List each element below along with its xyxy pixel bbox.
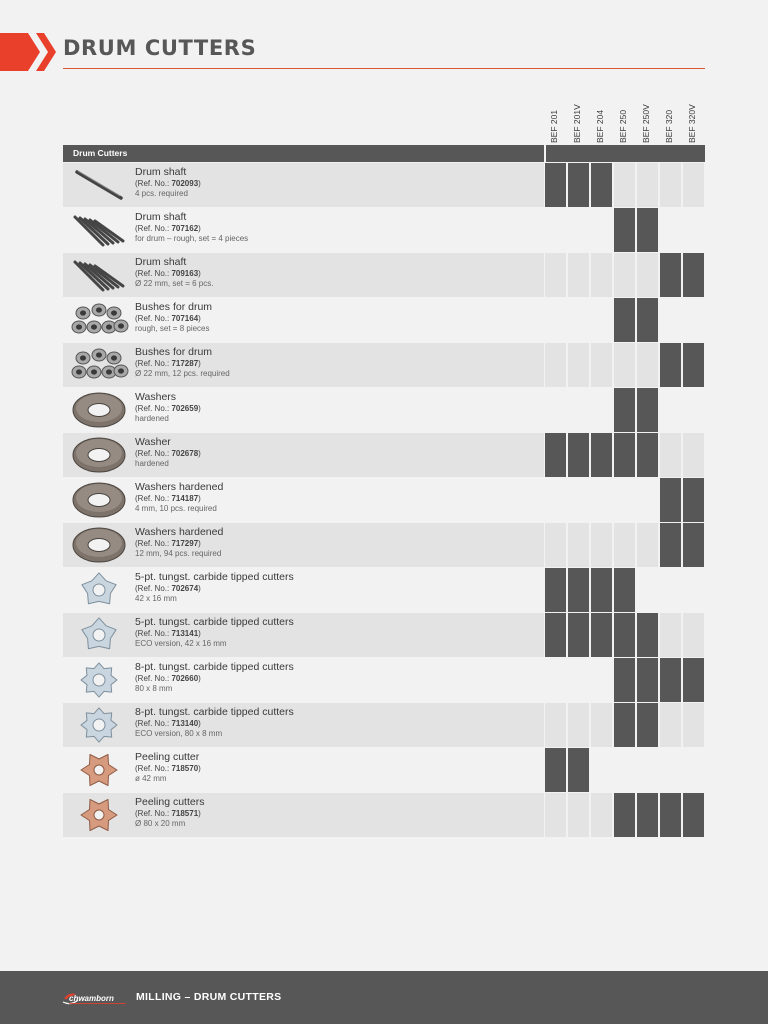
compat-cell-bef-201v [568, 748, 589, 792]
ref-number: 718570 [171, 763, 199, 773]
product-ref [135, 315, 212, 323]
compat-cell-bef-250v [637, 163, 658, 207]
product-note: 80 x 8 mm [135, 683, 173, 693]
ref-number: 702659 [171, 403, 199, 413]
compat-cell-bef-250 [614, 523, 635, 567]
product-ref [135, 495, 223, 503]
product-note: for drum – rough, set = 4 pieces [135, 233, 249, 243]
product-ref [135, 630, 294, 638]
compatibility-cells [545, 208, 705, 252]
column-header-bef-250 [614, 95, 636, 143]
product-note: 12 mm, 94 pcs. required [135, 548, 222, 558]
ref-suffix: ) [198, 628, 201, 638]
ref-number: 717287 [171, 358, 199, 368]
table-row [63, 793, 705, 837]
bushes-icon [69, 344, 129, 386]
ref-number: 718571 [171, 808, 199, 818]
compatibility-cells [545, 658, 705, 702]
compat-cell-bef-201 [545, 163, 566, 207]
ref-label: (Ref. No.: [135, 268, 172, 278]
product-note: hardened [135, 458, 169, 468]
ref-label: (Ref. No.: [135, 538, 172, 548]
compat-cell-bef-201v [568, 478, 589, 522]
compat-cell-bef-204 [591, 658, 612, 702]
ref-label: (Ref. No.: [135, 178, 172, 188]
ref-suffix: ) [198, 763, 201, 773]
washer-icon [69, 524, 129, 566]
product-name: Washers hardened [135, 526, 224, 538]
ref-suffix: ) [198, 493, 201, 503]
ref-suffix: ) [198, 358, 201, 368]
shaft-set-icon [69, 254, 129, 296]
product-note: Ø 22 mm, set = 6 pcs. [135, 278, 214, 288]
product-note: ø 42 mm [135, 773, 167, 783]
ref-suffix: ) [198, 808, 201, 818]
compat-cell-bef-201v [568, 253, 589, 297]
compat-cell-bef-320v [683, 478, 704, 522]
product-info [63, 523, 544, 567]
compat-cell-bef-320v [683, 568, 704, 612]
ref-number: 702093 [171, 178, 199, 188]
ref-suffix: ) [198, 673, 201, 683]
compatibility-cells [545, 163, 705, 207]
compat-cell-bef-201 [545, 253, 566, 297]
compat-cell-bef-250v [637, 253, 658, 297]
table-row [63, 343, 705, 387]
product-note: ECO version, 80 x 8 mm [135, 728, 223, 738]
compat-cell-bef-250 [614, 703, 635, 747]
compat-cell-bef-320 [660, 163, 681, 207]
washer-icon [69, 389, 129, 431]
product-name: Drum shaft [135, 211, 187, 223]
column-header-label: BEF 201V [572, 104, 582, 143]
ref-suffix: ) [198, 223, 201, 233]
compat-cell-bef-250v [637, 568, 658, 612]
ref-number: 709163 [171, 268, 199, 278]
product-ref [135, 405, 201, 413]
compat-cell-bef-320v [683, 658, 704, 702]
table-row [63, 253, 705, 297]
ref-label: (Ref. No.: [135, 673, 172, 683]
compat-cell-bef-204 [591, 163, 612, 207]
compat-cell-bef-201v [568, 163, 589, 207]
compat-cell-bef-201 [545, 613, 566, 657]
compat-cell-bef-201v [568, 208, 589, 252]
ref-suffix: ) [198, 313, 201, 323]
compat-cell-bef-204 [591, 793, 612, 837]
star-cutter-5-icon [69, 614, 129, 656]
compat-cell-bef-320v [683, 748, 704, 792]
table-row [63, 568, 705, 612]
compat-cell-bef-204 [591, 298, 612, 342]
compatibility-cells [545, 253, 705, 297]
compat-cell-bef-250v [637, 388, 658, 432]
compat-cell-bef-320 [660, 748, 681, 792]
product-name: 5-pt. tungst. carbide tipped cutters [135, 616, 294, 628]
table-row [63, 478, 705, 522]
compat-cell-bef-204 [591, 523, 612, 567]
compat-cell-bef-320 [660, 568, 681, 612]
compat-cell-bef-201 [545, 478, 566, 522]
column-header-bef-250v [637, 95, 659, 143]
product-info [63, 208, 544, 252]
compat-cell-bef-320v [683, 343, 704, 387]
schwamborn-logo-icon [62, 990, 128, 1006]
compat-cell-bef-204 [591, 613, 612, 657]
section-header-cells [546, 145, 705, 162]
ref-suffix: ) [198, 718, 201, 728]
product-name: Peeling cutter [135, 751, 200, 763]
product-info [63, 613, 544, 657]
product-text [135, 572, 294, 603]
compat-cell-bef-320 [660, 478, 681, 522]
product-text [135, 302, 212, 333]
column-headers [545, 95, 705, 143]
compat-cell-bef-320 [660, 253, 681, 297]
product-note: hardened [135, 413, 169, 423]
product-text [135, 527, 223, 558]
compat-cell-bef-320v [683, 208, 704, 252]
table-row [63, 748, 705, 792]
compat-cell-bef-201 [545, 388, 566, 432]
ref-label: (Ref. No.: [135, 628, 172, 638]
product-name: 8-pt. tungst. carbide tipped cutters [135, 706, 294, 718]
compat-cell-bef-320 [660, 298, 681, 342]
ref-label: (Ref. No.: [135, 718, 172, 728]
column-header-bef-201v [568, 95, 590, 143]
compat-cell-bef-201v [568, 613, 589, 657]
product-text [135, 482, 223, 513]
compat-cell-bef-201v [568, 793, 589, 837]
compat-cell-bef-320 [660, 208, 681, 252]
column-header-bef-201 [545, 95, 567, 143]
product-ref [135, 180, 201, 188]
compat-cell-bef-204 [591, 703, 612, 747]
product-name: Bushes for drum [135, 301, 213, 313]
ref-label: (Ref. No.: [135, 313, 172, 323]
compat-cell-bef-250v [637, 298, 658, 342]
column-header-label: BEF 320V [687, 104, 697, 143]
compat-cell-bef-250 [614, 163, 635, 207]
table-row [63, 433, 705, 477]
product-info [63, 478, 544, 522]
compat-cell-bef-250 [614, 298, 635, 342]
product-text [135, 797, 204, 828]
compat-cell-bef-250 [614, 253, 635, 297]
compat-cell-bef-201 [545, 208, 566, 252]
footer [0, 971, 768, 1024]
product-name: Washers [135, 391, 177, 403]
product-note: Ø 22 mm, 12 pcs. required [135, 368, 230, 378]
table-row [63, 298, 705, 342]
compat-cell-bef-204 [591, 208, 612, 252]
ref-suffix: ) [198, 583, 201, 593]
compat-cell-bef-201v [568, 658, 589, 702]
shaft-set-icon [69, 209, 129, 251]
product-note: Ø 80 x 20 mm [135, 818, 186, 828]
product-ref [135, 360, 230, 368]
washer-icon [69, 434, 129, 476]
column-header-label: BEF 250 [618, 109, 628, 143]
compat-cell-bef-320 [660, 703, 681, 747]
compat-cell-bef-320v [683, 253, 704, 297]
column-header-label: BEF 320 [664, 109, 674, 143]
ref-number: 713140 [171, 718, 199, 728]
column-header-label: BEF 250V [641, 104, 651, 143]
ref-label: (Ref. No.: [135, 583, 172, 593]
product-info [63, 793, 544, 837]
ref-number: 713141 [171, 628, 199, 638]
compat-cell-bef-250v [637, 523, 658, 567]
compatibility-cells [545, 388, 705, 432]
compatibility-cells [545, 343, 705, 387]
column-header-label: BEF 201 [549, 109, 559, 143]
product-note: 4 mm, 10 pcs. required [135, 503, 217, 513]
column-header-label: BEF 204 [595, 109, 605, 143]
product-name: Washer [135, 436, 171, 448]
compat-cell-bef-201v [568, 433, 589, 477]
product-text [135, 662, 294, 693]
star-cutter-8-icon [69, 659, 129, 701]
compat-cell-bef-250v [637, 613, 658, 657]
compat-cell-bef-320v [683, 793, 704, 837]
bushes-icon [69, 299, 129, 341]
product-info [63, 658, 544, 702]
compat-cell-bef-250 [614, 343, 635, 387]
ref-number: 707162 [171, 223, 199, 233]
ref-suffix: ) [198, 268, 201, 278]
compat-cell-bef-201 [545, 703, 566, 747]
compat-cell-bef-320 [660, 523, 681, 567]
star-cutter-5-icon [69, 569, 129, 611]
ref-label: (Ref. No.: [135, 448, 172, 458]
product-text [135, 707, 294, 738]
page-title: DRUM CUTTERS [63, 36, 257, 60]
compatibility-cells [545, 478, 705, 522]
product-ref [135, 540, 223, 548]
product-ref [135, 450, 201, 458]
product-ref [135, 270, 213, 278]
ref-label: (Ref. No.: [135, 403, 172, 413]
svg-text:chwamborn: chwamborn [69, 994, 114, 1003]
product-ref [135, 585, 294, 593]
ref-number: 702674 [171, 583, 199, 593]
compatibility-cells [545, 523, 705, 567]
footer-title: MILLING – DRUM CUTTERS [136, 991, 282, 1003]
ref-suffix: ) [198, 403, 201, 413]
compat-cell-bef-320v [683, 163, 704, 207]
product-info [63, 433, 544, 477]
compat-cell-bef-201v [568, 298, 589, 342]
compat-cell-bef-320v [683, 388, 704, 432]
table-row [63, 208, 705, 252]
product-name: Washers hardened [135, 481, 224, 493]
product-info [63, 253, 544, 297]
ref-number: 702678 [171, 448, 199, 458]
compatibility-cells [545, 748, 705, 792]
compat-cell-bef-250 [614, 748, 635, 792]
compat-cell-bef-320v [683, 523, 704, 567]
product-text [135, 212, 248, 243]
product-info [63, 163, 544, 207]
table-row [63, 658, 705, 702]
header-chevron-icon [0, 33, 56, 71]
washer-icon [69, 479, 129, 521]
title-rule [63, 68, 705, 69]
compat-cell-bef-201 [545, 523, 566, 567]
compat-cell-bef-250v [637, 658, 658, 702]
product-ref [135, 765, 201, 773]
product-text [135, 167, 201, 198]
product-note: 4 pcs. required [135, 188, 188, 198]
compat-cell-bef-320v [683, 613, 704, 657]
compat-cell-bef-204 [591, 748, 612, 792]
product-ref [135, 720, 294, 728]
compat-cell-bef-320v [683, 433, 704, 477]
compatibility-cells [545, 793, 705, 837]
compat-cell-bef-250 [614, 613, 635, 657]
product-info [63, 568, 544, 612]
compat-cell-bef-201v [568, 568, 589, 612]
product-note: 42 x 16 mm [135, 593, 177, 603]
product-note: ECO version, 42 x 16 mm [135, 638, 227, 648]
product-name: 5-pt. tungst. carbide tipped cutters [135, 571, 294, 583]
section-header: Drum Cutters [63, 145, 544, 162]
product-ref [135, 675, 294, 683]
compat-cell-bef-320v [683, 298, 704, 342]
product-ref [135, 810, 204, 818]
compat-cell-bef-250 [614, 433, 635, 477]
table-row [63, 163, 705, 207]
ref-label: (Ref. No.: [135, 358, 172, 368]
product-name: Peeling cutters [135, 796, 205, 808]
ref-number: 707164 [171, 313, 199, 323]
ref-number: 714187 [171, 493, 199, 503]
product-name: Bushes for drum [135, 346, 213, 358]
compat-cell-bef-204 [591, 478, 612, 522]
compat-cell-bef-201 [545, 658, 566, 702]
product-info [63, 703, 544, 747]
column-header-bef-320v [683, 95, 705, 143]
compat-cell-bef-201v [568, 343, 589, 387]
product-text [135, 617, 294, 648]
product-info [63, 748, 544, 792]
compat-cell-bef-250 [614, 478, 635, 522]
compat-cell-bef-320v [683, 703, 704, 747]
ref-label: (Ref. No.: [135, 493, 172, 503]
compat-cell-bef-201v [568, 703, 589, 747]
compat-cell-bef-320 [660, 613, 681, 657]
ref-suffix: ) [198, 538, 201, 548]
compat-cell-bef-204 [591, 433, 612, 477]
compat-cell-bef-250 [614, 793, 635, 837]
compat-cell-bef-250v [637, 478, 658, 522]
compat-cell-bef-204 [591, 568, 612, 612]
compat-cell-bef-250 [614, 208, 635, 252]
ref-label: (Ref. No.: [135, 763, 172, 773]
compat-cell-bef-201 [545, 433, 566, 477]
compatibility-cells [545, 703, 705, 747]
table-row [63, 523, 705, 567]
shaft-single-icon [69, 164, 129, 206]
peeling-cutter-icon [69, 794, 129, 836]
compat-cell-bef-250v [637, 208, 658, 252]
compat-cell-bef-204 [591, 388, 612, 432]
ref-suffix: ) [198, 448, 201, 458]
table-row [63, 703, 705, 747]
product-info [63, 298, 544, 342]
peeling-cutter-icon [69, 749, 129, 791]
product-note: rough, set = 8 pieces [135, 323, 210, 333]
compat-cell-bef-204 [591, 343, 612, 387]
compat-cell-bef-250v [637, 343, 658, 387]
ref-number: 702660 [171, 673, 199, 683]
compatibility-cells [545, 433, 705, 477]
compat-cell-bef-201v [568, 523, 589, 567]
compat-cell-bef-201 [545, 343, 566, 387]
ref-suffix: ) [198, 178, 201, 188]
product-name: Drum shaft [135, 166, 187, 178]
compat-cell-bef-201 [545, 748, 566, 792]
table-row [63, 388, 705, 432]
table-row [63, 613, 705, 657]
product-text [135, 752, 201, 783]
compat-cell-bef-250v [637, 793, 658, 837]
compat-cell-bef-320 [660, 793, 681, 837]
product-name: Drum shaft [135, 256, 187, 268]
compat-cell-bef-320 [660, 433, 681, 477]
compatibility-cells [545, 298, 705, 342]
compatibility-cells [545, 568, 705, 612]
product-name: 8-pt. tungst. carbide tipped cutters [135, 661, 294, 673]
product-info [63, 388, 544, 432]
compat-cell-bef-201 [545, 793, 566, 837]
compat-cell-bef-320 [660, 343, 681, 387]
compat-cell-bef-250v [637, 703, 658, 747]
compat-cell-bef-250 [614, 658, 635, 702]
ref-label: (Ref. No.: [135, 808, 172, 818]
product-text [135, 347, 230, 378]
product-text [135, 392, 201, 423]
compat-cell-bef-250 [614, 568, 635, 612]
star-cutter-8-icon [69, 704, 129, 746]
compat-cell-bef-204 [591, 253, 612, 297]
ref-number: 717297 [171, 538, 199, 548]
product-info [63, 343, 544, 387]
compat-cell-bef-201v [568, 388, 589, 432]
compat-cell-bef-201 [545, 568, 566, 612]
product-text [135, 437, 201, 468]
product-ref [135, 225, 248, 233]
compat-cell-bef-250v [637, 433, 658, 477]
column-header-bef-320 [660, 95, 682, 143]
compat-cell-bef-201 [545, 298, 566, 342]
compat-cell-bef-250v [637, 748, 658, 792]
compat-cell-bef-250 [614, 388, 635, 432]
column-header-bef-204 [591, 95, 613, 143]
ref-label: (Ref. No.: [135, 223, 172, 233]
compat-cell-bef-320 [660, 658, 681, 702]
compat-cell-bef-320 [660, 388, 681, 432]
compatibility-cells [545, 613, 705, 657]
product-text [135, 257, 213, 288]
